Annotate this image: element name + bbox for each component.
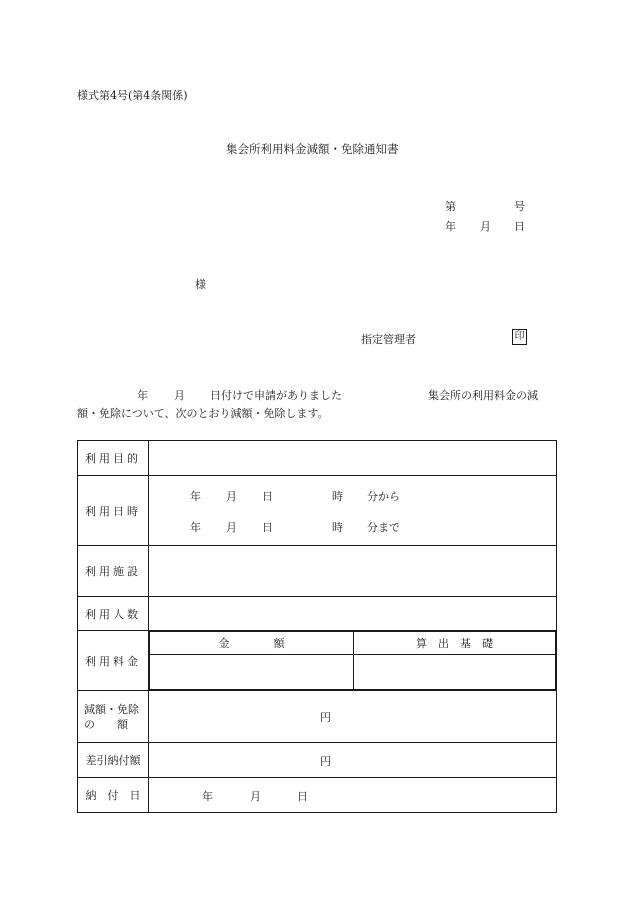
start-month: 月	[226, 490, 237, 503]
start-hour: 時	[332, 490, 343, 503]
facility-value	[149, 546, 557, 597]
fee-label: 利用料金	[78, 631, 149, 691]
fee-subtable	[149, 631, 556, 690]
end-day: 日	[262, 521, 273, 534]
payable-yen: 円	[320, 755, 331, 768]
row-payment-date	[78, 778, 557, 813]
reduction-label	[78, 691, 149, 743]
payable-value	[149, 743, 557, 778]
reduction-label-line1: 減額・免除	[84, 702, 139, 716]
form-number: 様式第4号(第4条関係)	[77, 89, 188, 102]
row-reduction	[78, 691, 557, 743]
end-minute: 分まで	[367, 521, 400, 534]
body-text-1b: 集会所の利用料金の減	[428, 389, 538, 402]
seal-icon: 印	[512, 329, 527, 345]
body-text-2: 額・免除について、次のとおり減額・免除します。	[77, 407, 329, 420]
body-year: 年	[137, 389, 148, 402]
people-value	[149, 597, 557, 631]
row-fee	[78, 631, 557, 691]
payment-date-label: 納 付 日	[78, 778, 149, 813]
body-text-1a: 日付けで申請がありました	[210, 389, 342, 402]
payment-year: 年	[202, 790, 213, 803]
purpose-label: 利用目的	[78, 441, 149, 476]
datetime-label: 利用日時	[78, 476, 149, 546]
end-month: 月	[226, 521, 237, 534]
row-datetime	[78, 476, 557, 546]
reduction-label-line2: の 額	[84, 717, 128, 731]
amount-header: 金 額	[150, 632, 354, 655]
facility-label: 利用施設	[78, 546, 149, 597]
fee-value	[149, 631, 557, 691]
date-day: 日	[514, 220, 525, 233]
end-year: 年	[190, 521, 201, 534]
payment-day: 日	[297, 790, 308, 803]
reduction-yen: 円	[320, 711, 331, 724]
basis-value	[354, 655, 556, 690]
end-hour: 時	[332, 521, 343, 534]
row-purpose	[78, 441, 557, 476]
payment-date-value	[149, 778, 557, 813]
issuer-label: 指定管理者	[361, 333, 416, 346]
reduction-value	[149, 691, 557, 743]
row-people	[78, 597, 557, 631]
row-facility	[78, 546, 557, 597]
doc-no-go: 号	[514, 200, 525, 213]
people-label: 利用人数	[78, 597, 149, 631]
date-year: 年	[445, 220, 456, 233]
row-payable	[78, 743, 557, 778]
start-year: 年	[190, 490, 201, 503]
doc-no-dai: 第	[445, 200, 456, 213]
datetime-value	[149, 476, 557, 546]
payment-month: 月	[250, 790, 261, 803]
start-minute: 分から	[367, 490, 400, 503]
purpose-value	[149, 441, 557, 476]
basis-header: 算 出 基 礎	[354, 632, 556, 655]
start-day: 日	[262, 490, 273, 503]
date-month: 月	[480, 220, 491, 233]
payable-label: 差引納付額	[78, 743, 149, 778]
addressee-suffix: 様	[195, 278, 206, 291]
details-table	[77, 440, 557, 813]
amount-value	[150, 655, 354, 690]
body-month: 月	[174, 389, 185, 402]
document-title: 集会所利用料金減額・免除通知書	[226, 142, 399, 156]
